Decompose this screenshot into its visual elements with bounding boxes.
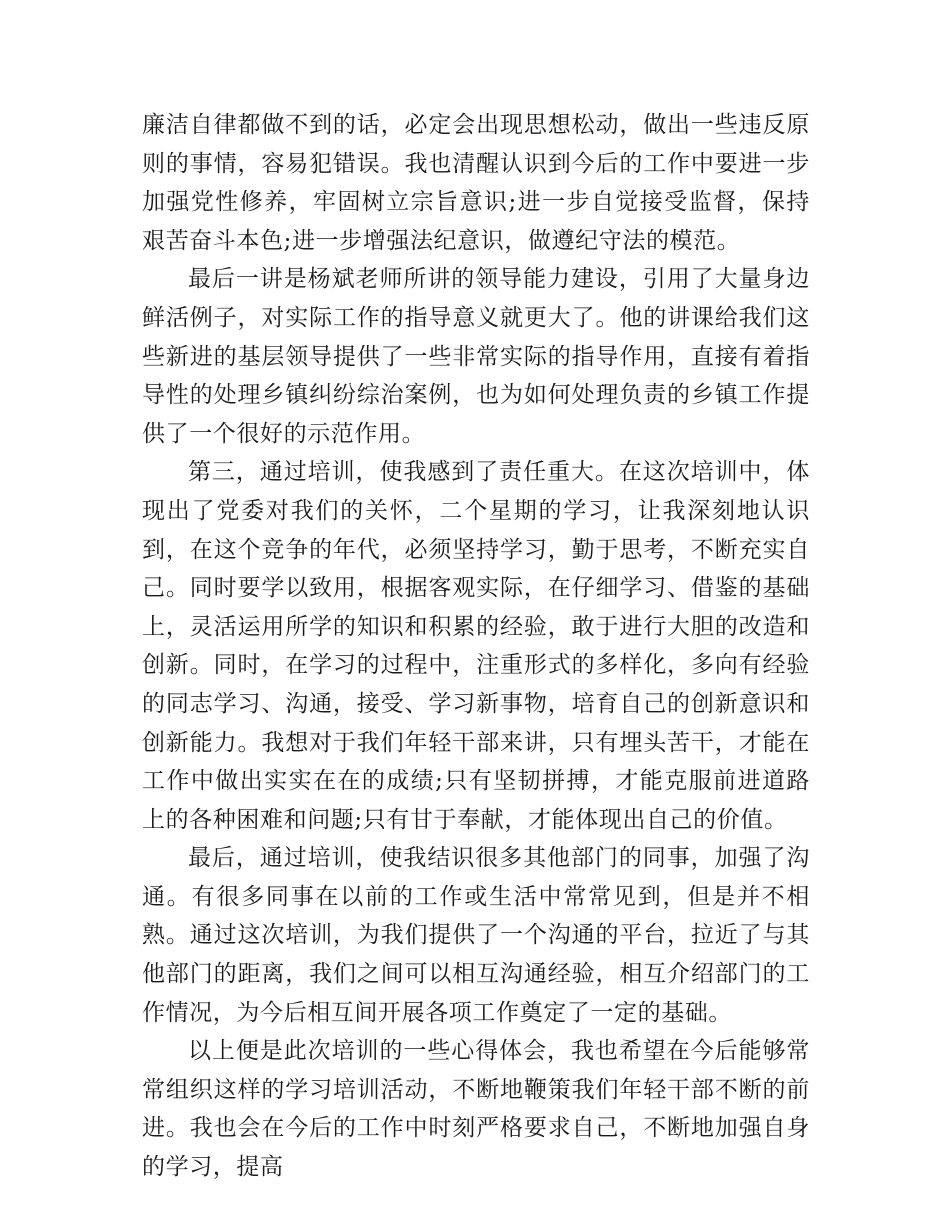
paragraph-4: 最后，通过培训，使我结识很多其他部门的同事，加强了沟通。有很多同事在以前的工作或生活中常常见到，但是并不相熟。通过这次培训，为我们提供了一个沟通的平台，拉近了与其他部门的距离，我们之间可以相互沟通经验，相互介绍部门的工作情况，为今后相互间开展各项工作奠定了一定的基础。 [142, 845, 810, 1026]
paragraph-1: 廉洁自律都做不到的话，必定会出现思想松动，做出一些违反原则的事情，容易犯错误。我也清醒认识到今后的工作中要进一步加强党性修养，牢固树立宗旨意识;进一步自觉接受监督，保持艰苦奋斗本色;进一步增强法纪意识，做遵纪守法的模范。 [142, 112, 810, 254]
document-body [142, 106, 810, 1187]
paragraph-2: 最后一讲是杨斌老师所讲的领导能力建设，引用了大量身边鲜活例子，对实际工作的指导意义就更大了。他的讲课给我们这些新进的基层领导提供了一些非常实际的指导作用，直接有着指导性的处理乡镇纠纷综治案例，也为如何处理负责的乡镇工作提供了一个很好的示范作用。 [142, 266, 810, 447]
paragraph-3: 第三，通过培训，使我感到了责任重大。在这次培训中，体现出了党委对我们的关怀，二个星期的学习，让我深刻地认识到，在这个竞争的年代，必须坚持学习，勤于思考，不断充实自己。同时要学以致用，根据客观实际，在仔细学习、借鉴的基础上，灵活运用所学的知识和积累的经验，敢于进行大胆的改造和创新。同时，在学习的过程中，注重形式的多样化，多向有经验的同志学习、沟通，接受、学习新事物，培育自己的创新意识和创新能力。我想对于我们年轻干部来讲，只有埋头苦干，才能在工作中做出实实在在的成绩;只有坚韧拼搏，才能克服前进道路上的各种困难和问题;只有甘于奉献，才能体现出自己的价值。 [142, 459, 810, 833]
paragraph-5: 以上便是此次培训的一些心得体会，我也希望在今后能够常常组织这样的学习培训活动，不断地鞭策我们年轻干部不断的前进。我也会在今后的工作中时刻严格要求自己，不断地加强自身的学习，提高 [142, 1038, 810, 1181]
